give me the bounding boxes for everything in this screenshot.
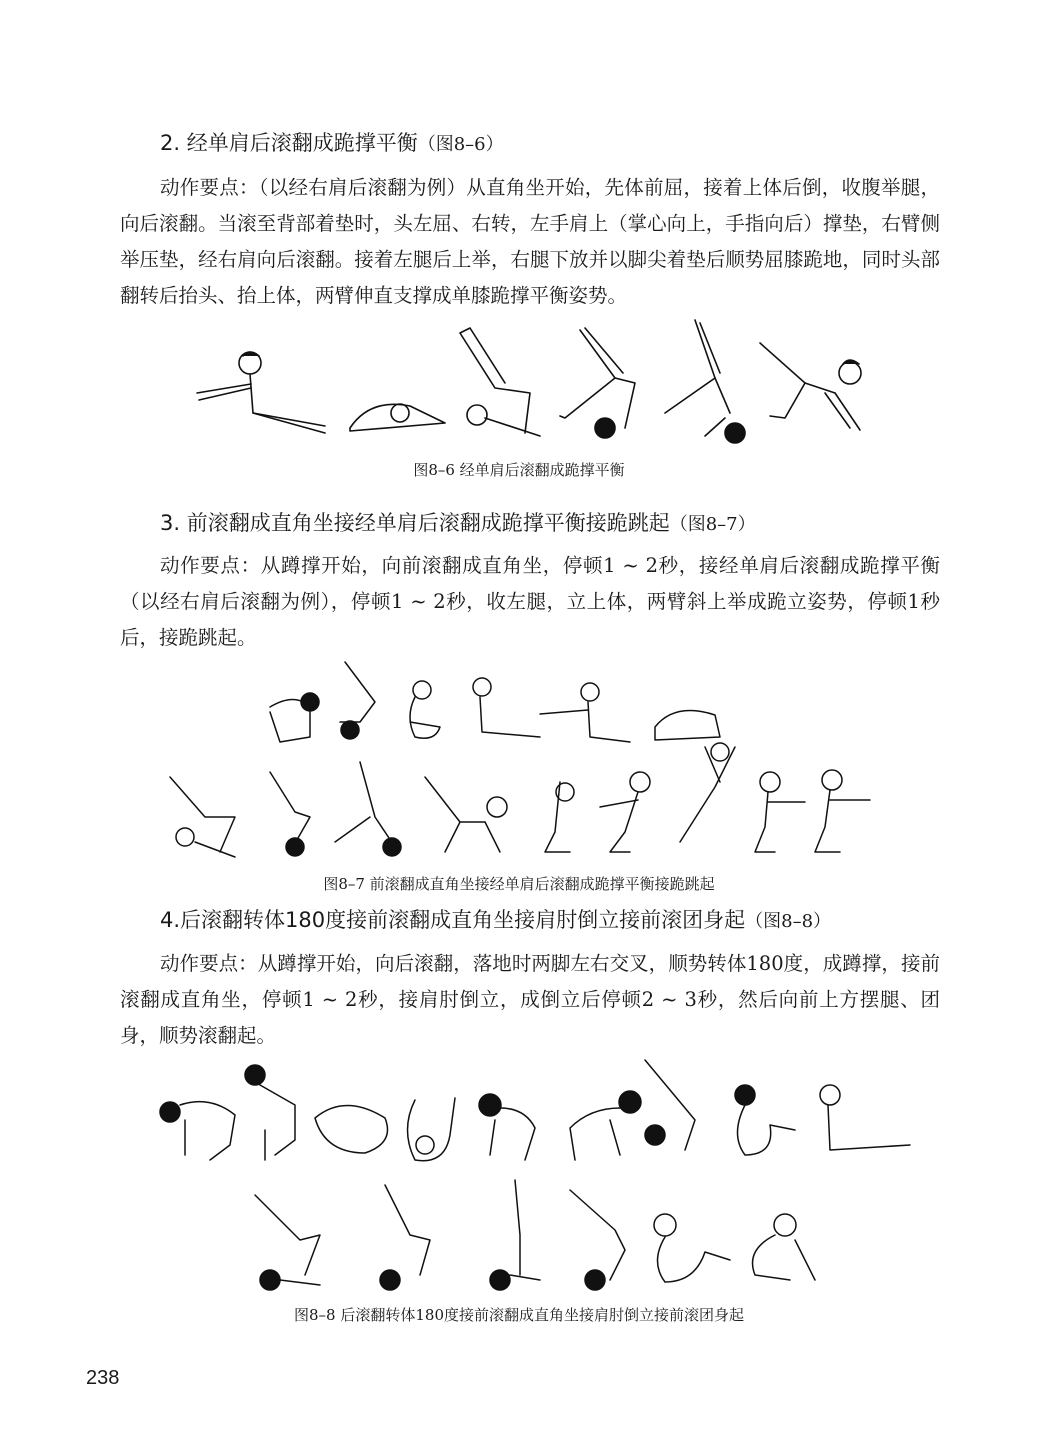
figure-8-7-row-1: [270, 662, 720, 742]
figure-caption-8-8: 图8–8 后滚翻转体180度接前滚翻成直角坐接肩肘倒立接前滚团身起: [294, 1306, 744, 1324]
heading-text: 3. 前滚翻成直角坐接经单肩后滚翻成跪撑平衡接跪跳起: [160, 511, 670, 535]
heading-text: 4.后滚翻转体180度接前滚翻成直角坐接肩肘倒立接前滚团身起: [160, 908, 746, 932]
figure-8-8: [155, 1050, 915, 1295]
section-heading-4: [160, 905, 831, 937]
section-body-3: 动作要点：从蹲撑开始，向前滚翻成直角坐，停顿1 ~ 2秒，接经单肩后滚翻成跪撑平衡（以经右肩后滚翻为例），停顿1 ~ 2秒，收左腿，立上体，两臂斜上举成跪立姿势，停顿1秒后，接跪跳起。: [120, 554, 940, 649]
section-heading-2: [160, 128, 504, 160]
section-heading-3: [160, 508, 756, 540]
figure-8-6-pose-3: [460, 328, 540, 436]
figure-8-6-pose-6: [760, 343, 861, 430]
figure-8-8-row-1: [160, 1060, 910, 1161]
figure-8-6-pose-4: [560, 328, 635, 438]
figure-8-6-pose-5: [665, 320, 745, 443]
figure-8-6-pose-1: [197, 352, 325, 433]
section-body-2: 动作要点：（以经右肩后滚翻为例）从直角坐开始，先体前屈，接着上体后倒，收腹举腿，向后滚翻。当滚至背部着垫时，头左屈、右转，左手肩上（掌心向上，手指向后）撑垫，右臂侧举压垫，经右肩向后滚翻。接着左腿后上举，右腿下放并以脚尖着垫后顺势屈膝跪地，同时头部翻转后抬头、抬上体，两臂伸直支撑成单膝跪撑平衡姿势。: [120, 176, 940, 307]
figure-caption-8-7: 图8–7 前滚翻成直角坐接经单肩后滚翻成跪撑平衡接跪跳起: [323, 875, 715, 893]
figure-caption-8-6: 图8–6 经单肩后滚翻成跪撑平衡: [413, 461, 625, 479]
figure-reference: （图8–6）: [417, 134, 504, 155]
figure-reference: （图8–7）: [669, 514, 756, 535]
figure-8-7: [160, 652, 880, 867]
figure-reference: （图8–8）: [745, 911, 832, 932]
section-body-4: 动作要点：从蹲撑开始，向后滚翻，落地时两脚左右交叉，顺势转体180度，成蹲撑，接前滚翻成直角坐，停顿1 ~ 2秒，接肩肘倒立，成倒立后停顿2 ~ 3秒，然后向前上方摆腿、团身，顺势滚翻起。: [120, 952, 940, 1047]
figure-8-6: [195, 318, 875, 448]
heading-text: 2. 经单肩后滚翻成跪撑平衡: [160, 131, 418, 155]
figure-8-8-row-2: [255, 1180, 815, 1290]
figure-8-6-pose-2: [350, 404, 445, 431]
page-number: 238: [86, 1367, 120, 1389]
figure-8-7-row-2: [170, 743, 870, 857]
